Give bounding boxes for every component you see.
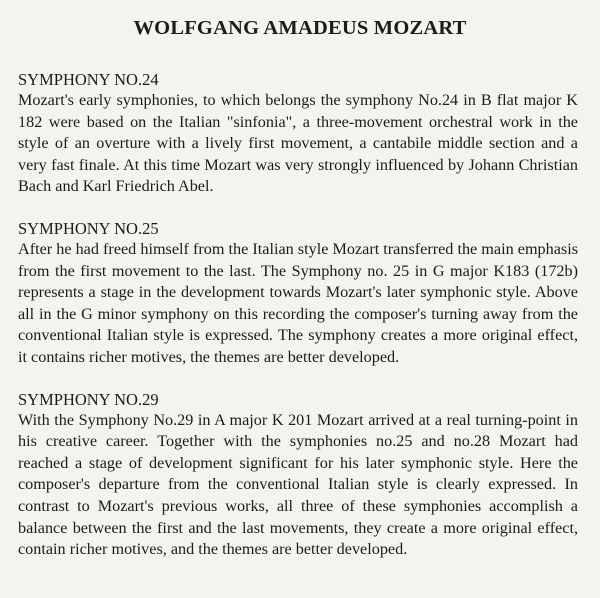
section-symphony-29	[18, 389, 578, 561]
section-heading: SYMPHONY NO.25	[18, 218, 159, 238]
section-heading: SYMPHONY NO.29	[18, 389, 159, 409]
section-symphony-24	[18, 69, 578, 198]
section-body: With the Symphony No.29 in A major K 201 Mozart arrived at a real turning-point in his creative career. Together with the symphonies no.25 and no.28 Mozart had reached a stage of development significant for his later symphonic style. Here the composer's departure from the conventional Italian style is clearly expressed. In contrast to Mozart's previous works, all three of these symphonies accomplish a balance between the first and the last movements, they create a more original effect, contain richer motives, and the themes are better developed.	[18, 410, 578, 559]
section-heading: SYMPHONY NO.24	[18, 70, 159, 89]
page-title: WOLFGANG AMADEUS MOZART	[133, 17, 467, 39]
section-body: After he had freed himself from the Italian style Mozart transferred the main emphasis from the first movement to the last. The Symphony no. 25 in G major K183 (172b) represents a stage in the development towards Mozart's later symphonic style. Above all in the G minor symphony on this recording the composer's turning away from the conventional Italian style is expressed. The symphony creates a more original effect, it contains richer motives, the themes are better developed.	[18, 239, 578, 366]
section-symphony-25	[18, 218, 578, 369]
section-body: Mozart's early symphonies, to which belongs the symphony No.24 in B flat major K 182 were based on the Italian "sinfonia", a three-movement orchestral work in the style of an overture with a lively first movement, a cantabile middle section and a very fast finale. At this time Mozart was very strongly influenced by Johann Christian Bach and Karl Friedrich Abel.	[18, 91, 578, 196]
